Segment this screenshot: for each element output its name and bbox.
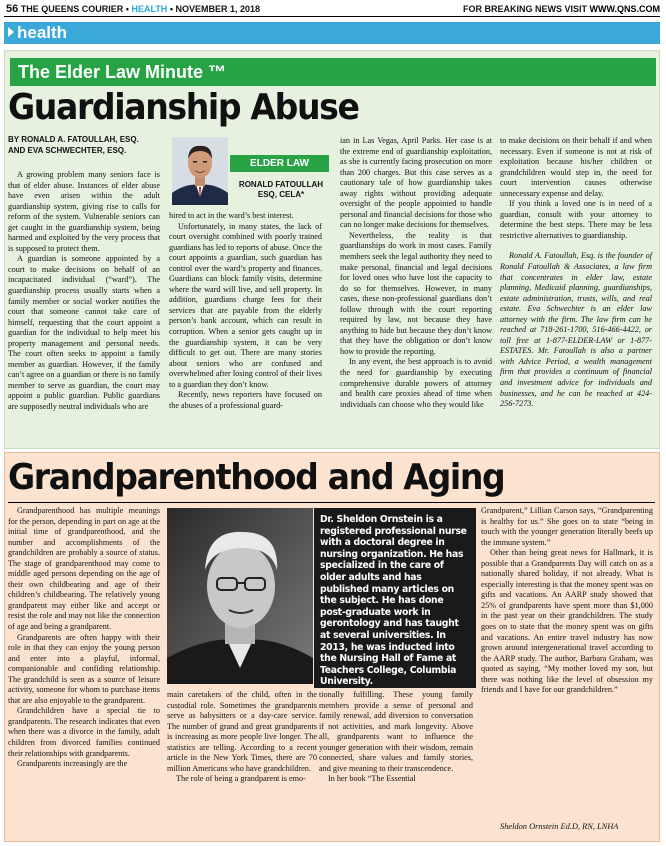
paragraph: In her book “The Essential xyxy=(328,774,416,784)
paragraph: If you think a loved one is in need of a guardian, consult with your attorney to determine the best steps. There may be less restrictive alternatives to guardianship. xyxy=(500,199,652,240)
elder-column-3 xyxy=(340,136,492,410)
gp-column-2 xyxy=(167,690,317,785)
elder-column-4 xyxy=(500,136,652,410)
author-name-caption xyxy=(230,180,332,200)
author-photo xyxy=(172,137,228,205)
author-name: RONALD FATOULLAH xyxy=(238,180,324,189)
paragraph: Grandparent,” Lillian Carson says, “Grandparenting is healthy for us.” She goes on to state “being in touch with the younger generation literally beefs up the immune system.” xyxy=(481,506,653,547)
paragraph: Grandparents are often happy with their role in that they can enjoy the young person and enter into a playful, informal, companionable and confiding relationship. The grandchild is seen as a source of leisure activity, someone for whom to purchase items that are also enjoyable to the grandparent. xyxy=(8,632,160,705)
article-headline: Grandparenthood and Aging xyxy=(8,457,505,498)
author-photo xyxy=(167,508,313,684)
byline-line-2: AND EVA SCHWECHTER, ESQ. xyxy=(8,146,127,155)
author-signoff: Sheldon Ornstein Ed.D, RN, LNHA xyxy=(500,822,619,831)
gp-column-3 xyxy=(319,690,473,785)
triangle-marker-icon xyxy=(8,27,14,37)
publication-name: THE QUEENS COURIER xyxy=(20,4,124,14)
elder-column-2 xyxy=(169,211,322,411)
paragraph: A guardian is someone appointed by a court to make decisions on behalf of an incapacitated individual (“ward”). The guardianship process usually starts when a family member or social worker notifies the court that someone cannot take care of himself, requesting that the court appoint a guardian for the individual to help meet his property management and personal needs. The court often seeks to appoint a family member as guardian. However, if the family can’t agree on a guardian or there is no family member to serve as guardian, the court may appoint a public guardian. Public guardians are supposedly neutral individuals who are xyxy=(8,254,160,412)
paragraph: main caretakers of the child, often in the custodial role. Sometimes the grandparents serve as babysitters or a day-care service. The number of grand and great grandparents is increasing as more people live longer. The statistics are telling. According to a recent article in the New York Times, there are 70 million Americans who have grandchildren. xyxy=(167,690,317,773)
author-bio-box: Dr. Sheldon Ornstein is a registered professional nurse with a doctoral degree in nursing organization. He has specialized in the care of older adults and has published many articles on the subject. He has done post-graduate work in gerontology and has taught at several universities. In 2013, he was inducted into the Nursing Hall of Fame at Teachers College, Columbia University. xyxy=(314,508,476,688)
paragraph: hired to act in the ward’s best interest. xyxy=(169,211,294,220)
paragraph: Recently, news reporters have focused on the abuses of a professional guard- xyxy=(169,390,322,410)
top-rule xyxy=(4,16,660,17)
paragraph: Grandparenthood has multiple meanings for the person, depending in part on age at the initial time of grandparenthood, and the number and accomplishments of the grandchildren are probably a source of status. The stage of grandparenthood may come to middle aged persons depending on the age of their own childbearing and age of their children’s childbearing. The relatively young grandparent may either like and accept or resist the role and may not like the connection of age and being a grandparent. xyxy=(8,506,160,632)
issue-date: NOVEMBER 1, 2018 xyxy=(175,4,261,14)
gp-column-1 xyxy=(8,506,160,770)
elder-law-banner-title: The Elder Law Minute ™ xyxy=(18,62,227,82)
section-header-bar xyxy=(4,22,660,44)
paragraph: tionally fulfilling. These young family members provide a sense of personal and family renewal, add diversion to conversation if not activities, and mark longevity. Above all, grandparents want to influence the younger generation with their wisdom, remain connected, share values and family stories, and give meaning to their transcendence. xyxy=(319,690,473,773)
author-credentials: ESQ, CELA* xyxy=(257,190,305,199)
byline-line-1: BY RONALD A. FATOULLAH, ESQ. xyxy=(8,135,139,144)
breaking-news-text: FOR BREAKING NEWS VISIT xyxy=(462,4,587,14)
elder-column-1 xyxy=(8,170,160,413)
paragraph: to make decisions on their behalf if and when necessary. Even if someone is not at risk of exploitation because his/her children or grandchildren would step in, the need for court intervention causes otherwise unnecessary expense and delay. xyxy=(500,136,652,198)
paragraph: In any event, the best approach is to avoid the need for guardianship by executing comprehensive durable powers of attorney and health care proxies ahead of time when individuals can choose who they would like xyxy=(340,357,492,409)
top-bar: 56 THE QUEENS COURIER • HEALTH • NOVEMBER 1, 2018 FOR BREAKING NEWS VISIT WWW.QNS.COM xyxy=(6,3,660,15)
paragraph: Grandparents increasingly are the xyxy=(17,759,128,769)
article-byline xyxy=(8,134,168,156)
paragraph: ian in Las Vegas, April Parks. Her case is at the extreme end of guardianship exploitation, as she is currently facing prosecution on more than 200 charges. But this case serves as a cautionary tale of how guardianship takes away rights without providing adequate oversight of the people appointed to handle personal and financial decisions for those who can no longer make decisions for themselves. xyxy=(340,136,492,230)
headline-rule xyxy=(8,502,655,503)
section-name: HEALTH xyxy=(131,4,168,14)
paragraph: Unfortunately, in many states, the lack of court oversight combined with poorly trained guardians has led to reports of abuse. Once the court appoints a guardian, such guardian has control over the ward’s property and finances. Guardians can block family visits, determine where the ward will live, and sell property. In addition, guardians charge fees for their services that are payable from the elderly person’s bank account, which can result in corruption. When a senior gets caught up in the guardianship system, it can be very difficult to get out. There are many stories about seniors who are confused and overwhelmed after losing control of their lives to a guardian they don’t know. xyxy=(169,221,323,389)
elder-law-label: ELDER LAW xyxy=(230,155,329,172)
page-number: 56 xyxy=(6,3,19,15)
paragraph: The role of being a grandparent is emo- xyxy=(176,774,306,784)
paragraph: A growing problem many seniors face is that of elder abuse. Instances of elder abuse have even arisen within the adult guardianship system, giving rise to calls for reform of the system. Vulnerable seniors can get caught in the guardianship system, being harmed and exploited by the very process that is supposed to protect them. xyxy=(8,170,160,253)
gp-column-4 xyxy=(481,506,653,696)
paragraph: Other than being great news for Hallmark, it is possible that a Grandparents Day will catch on as a nationally shared holiday, if not already. What is especially interesting is that the money spent was on gifts and vacations. An AARP study showed that 25% of grandparents have spent more than $1,000 in the past year on their grandchildren. The study goes on to state that the money spent was on gifts and vacations. An entire travel industry has now grown around intergenerational travel according to the AARP study. The author, Barbara Graham, was quoted as saying, “My mother loved my son, but there was nothing like the level of obsession my friends and I have for our grandchildren.” xyxy=(481,548,653,695)
article-headline: Guardianship Abuse xyxy=(8,87,359,128)
website-link[interactable]: WWW.QNS.COM xyxy=(589,4,660,14)
elder-law-banner xyxy=(10,58,656,86)
paragraph: Nevertheless, the reality is that guardianships do work in most cases. Family members seek the legal authority they need to make personal, financial and legal decisions for loved ones who have lost the capacity to do so for themselves. However, in many cases, these non-professional guardians don’t follow through with the court reporting required by law, not because they have anything to hide but because they don’t know that they have the obligation or don’t know how to provide the reporting. xyxy=(340,230,492,356)
paragraph: Grandchildren have a special tie to grandparents. The research indicates that even when there was a divorce in the family, adult children from divorced families continued their relationships with grandparents. xyxy=(8,706,160,758)
author-bio: Ronald A. Fatoullah, Esq. is the founder of Ronald Fatoullah & Associates, a law firm that concentrates in elder law, estate planning, Medicaid planning, guardianships, estate administration, trusts, wills, and real estate. Eva Schwechter is an elder law attorney with the firm. The law firm can be reached at 718-261-1700, 516-466-4422, or toll free at 1-877-ELDER-LAW or 1-877-ESTATES. Mr. Fatoullah is also a partner with Advice Period, a wealth management firm that provides a continuum of financial and investment advice for individuals and businesses, and he can be reached at 424-256-7273. xyxy=(500,251,652,409)
section-label: health xyxy=(17,23,68,42)
